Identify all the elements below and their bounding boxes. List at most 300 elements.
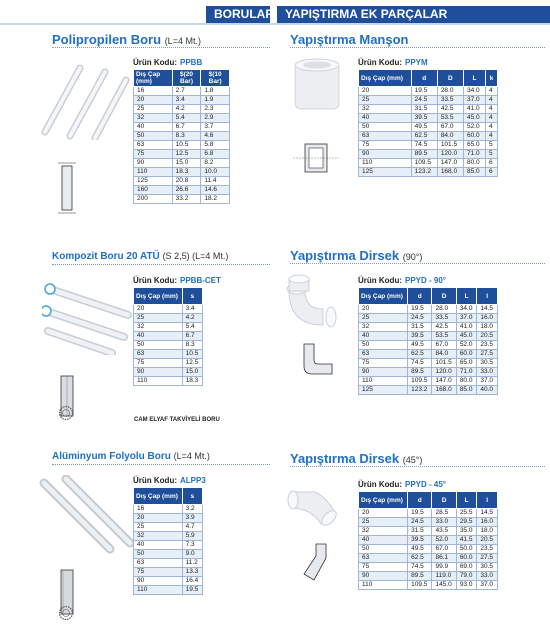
column-header: d: [408, 492, 432, 509]
table-cell: 67.0: [432, 545, 456, 554]
table-header-row: [359, 70, 498, 87]
table-cell: 20.5: [477, 536, 498, 545]
table-cell: 109.5: [411, 159, 437, 168]
table-cell: 40: [134, 123, 173, 132]
table-cell: 39.5: [408, 332, 432, 341]
table-cell: 125: [359, 386, 408, 395]
table-cell: 16.4: [182, 577, 202, 586]
table-cell: 11.2: [182, 559, 202, 568]
table-cell: 27.5: [477, 350, 498, 359]
column-header: L: [463, 70, 485, 87]
table-cell: 120.0: [437, 150, 463, 159]
table-row: [134, 514, 203, 523]
table-cell: 27.5: [477, 554, 498, 563]
table-row: [134, 532, 203, 541]
composite-pipe-rule: [52, 264, 270, 265]
elbow45-subtitle: (45°): [402, 455, 423, 465]
table-cell: 12.5: [182, 359, 202, 368]
sleeve-table: [358, 69, 498, 177]
aluminium-pipe-title-text: Alüminyum Folyolu Boru: [52, 451, 171, 462]
table-cell: 19.5: [408, 305, 432, 314]
table-row: [359, 377, 498, 386]
table-cell: 50: [134, 132, 173, 141]
table-cell: 6.7: [172, 123, 201, 132]
table-cell: 50: [134, 550, 183, 559]
table-cell: 145.0: [432, 581, 456, 590]
table-cell: 85.0: [463, 168, 485, 177]
pp-pipe-subtitle: (L=4 Mt.): [164, 36, 201, 46]
table-cell: 28.0: [437, 87, 463, 96]
table-cell: 101.5: [432, 359, 456, 368]
table-cell: 3.2: [182, 505, 202, 514]
table-cell: 60.0: [463, 132, 485, 141]
table-cell: 2.9: [201, 114, 230, 123]
table-cell: 40: [134, 541, 183, 550]
table-cell: 28.0: [432, 305, 456, 314]
table-cell: 42.5: [437, 105, 463, 114]
table-cell: 14.5: [477, 509, 498, 518]
table-cell: 110: [134, 168, 173, 177]
table-row: [134, 523, 203, 532]
table-cell: 37.0: [477, 377, 498, 386]
elbow45-code-label: Ürün Kodu:: [358, 480, 402, 489]
column-header: D: [432, 288, 456, 305]
table-row: [134, 123, 230, 132]
table-cell: 45.0: [456, 332, 477, 341]
table-row: [359, 114, 498, 123]
table-row: [134, 195, 230, 204]
table-cell: 99.9: [432, 563, 456, 572]
sleeve-code-value: PPYM: [405, 58, 428, 67]
sleeve-code-label: Ürün Kodu:: [358, 58, 402, 67]
table-cell: 33.5: [432, 314, 456, 323]
pp-pipe-code-value: PPBB: [180, 58, 203, 67]
table-cell: 33.0: [477, 368, 498, 377]
elbow45-drawing: [296, 540, 336, 584]
table-cell: 109.5: [408, 581, 432, 590]
table-cell: 89.5: [411, 150, 437, 159]
elbow90-subtitle: (90°): [402, 252, 423, 262]
table-cell: 4: [486, 132, 498, 141]
elbow90-rule: [290, 263, 545, 264]
table-cell: 84.0: [432, 350, 456, 359]
table-cell: 31.5: [411, 105, 437, 114]
table-row: [359, 536, 498, 545]
table-cell: 32: [359, 105, 412, 114]
table-cell: 41.0: [463, 105, 485, 114]
table-cell: 50: [359, 545, 408, 554]
table-row: [359, 305, 498, 314]
table-cell: 23.5: [477, 341, 498, 350]
table-row: [134, 323, 203, 332]
pp-pipe-code-label: Ürün Kodu:: [133, 58, 177, 67]
table-cell: 24.5: [408, 314, 432, 323]
table-cell: 25: [134, 523, 183, 532]
table-cell: 123.2: [411, 168, 437, 177]
sleeve-title-text: Yapıştırma Manşon: [290, 32, 409, 47]
table-cell: 12.5: [172, 150, 201, 159]
table-cell: 20: [359, 305, 408, 314]
composite-pipe-cross-section: [58, 405, 74, 421]
column-header: d: [411, 70, 437, 87]
table-cell: 60.0: [456, 350, 477, 359]
table-cell: 18.3: [182, 377, 202, 386]
table-header-row: [134, 288, 203, 305]
table-cell: 147.0: [432, 377, 456, 386]
table-cell: 40: [359, 114, 412, 123]
table-row: [359, 368, 498, 377]
table-header-row: [134, 70, 230, 87]
column-header: Dış Çap (mm): [134, 70, 173, 87]
table-cell: 28.5: [432, 509, 456, 518]
composite-pipe-code-value: PPBB-CET: [180, 276, 221, 285]
column-header: Dış Çap (mm): [359, 70, 412, 87]
table-cell: 90: [359, 572, 408, 581]
elbow45-photo: [285, 478, 355, 536]
table-row: [359, 168, 498, 177]
table-cell: 75: [134, 359, 183, 368]
table-row: [134, 305, 203, 314]
table-cell: 63: [359, 554, 408, 563]
table-row: [134, 568, 203, 577]
table-row: [134, 350, 203, 359]
table-cell: 33.5: [437, 96, 463, 105]
table-cell: 20.5: [477, 332, 498, 341]
table-cell: 4: [486, 114, 498, 123]
aluminium-pipe-code: [133, 476, 206, 485]
table-cell: 35.0: [456, 527, 477, 536]
elbow45-code: [358, 480, 446, 489]
table-cell: 29.5: [456, 518, 477, 527]
table-cell: 79.0: [456, 572, 477, 581]
table-cell: 5.4: [172, 114, 201, 123]
table-cell: 2.7: [172, 87, 201, 96]
table-row: [359, 572, 498, 581]
table-cell: 20.8: [172, 177, 201, 186]
aluminium-pipe-code-label: Ürün Kodu:: [133, 476, 177, 485]
table-cell: 13.3: [182, 568, 202, 577]
table-cell: 125: [359, 168, 412, 177]
composite-pipe-note: CAM ELYAF TAKVİYELİ BORU: [134, 417, 220, 423]
column-header: Dış Çap (mm): [359, 288, 408, 305]
table-cell: 120.0: [432, 368, 456, 377]
elbow90-table: [358, 287, 498, 395]
table-cell: 26.6: [172, 186, 201, 195]
table-cell: 75: [359, 359, 408, 368]
elbow45-rule: [290, 466, 545, 467]
table-cell: 6.7: [182, 332, 202, 341]
table-cell: 37.0: [463, 96, 485, 105]
table-row: [134, 359, 203, 368]
table-header-row: [359, 492, 498, 509]
column-header: D: [437, 70, 463, 87]
composite-pipe-code-label: Ürün Kodu:: [133, 276, 177, 285]
table-row: [134, 87, 230, 96]
table-row: [134, 550, 203, 559]
table-cell: 200: [134, 195, 173, 204]
table-cell: 45.0: [463, 114, 485, 123]
elbow90-photo: [283, 273, 353, 331]
table-row: [359, 96, 498, 105]
table-cell: 40.0: [477, 386, 498, 395]
table-cell: 16.0: [477, 314, 498, 323]
table-cell: 14.5: [477, 305, 498, 314]
column-header: L: [456, 288, 477, 305]
table-cell: 4: [486, 123, 498, 132]
table-cell: 5: [486, 141, 498, 150]
table-row: [134, 186, 230, 195]
table-cell: 4: [486, 105, 498, 114]
column-header: l: [477, 288, 498, 305]
table-cell: 110: [359, 581, 408, 590]
table-cell: 5.4: [182, 323, 202, 332]
column-header: L: [456, 492, 477, 509]
table-cell: 30.5: [477, 359, 498, 368]
table-row: [134, 141, 230, 150]
table-row: [134, 586, 203, 595]
column-header: s: [182, 488, 202, 505]
table-row: [359, 350, 498, 359]
table-cell: 75: [134, 150, 173, 159]
table-cell: 4.2: [182, 314, 202, 323]
table-cell: 6: [486, 168, 498, 177]
table-cell: 93.0: [456, 581, 477, 590]
table-cell: 4.2: [172, 105, 201, 114]
table-cell: 10.0: [201, 168, 230, 177]
aluminium-pipe-rule: [52, 464, 270, 465]
table-cell: 24.5: [408, 518, 432, 527]
table-cell: 62.5: [408, 554, 432, 563]
table-cell: 6: [486, 159, 498, 168]
table-cell: 90: [134, 577, 183, 586]
table-cell: 25: [134, 105, 173, 114]
pp-pipe-rule: [52, 47, 270, 48]
table-cell: 20: [134, 96, 173, 105]
table-row: [134, 368, 203, 377]
elbow90-drawing: [296, 340, 336, 380]
table-row: [359, 314, 498, 323]
table-cell: 8.2: [201, 159, 230, 168]
table-cell: 89.5: [408, 572, 432, 581]
table-cell: 25: [359, 314, 408, 323]
table-row: [134, 505, 203, 514]
table-cell: 32: [359, 323, 408, 332]
table-row: [359, 150, 498, 159]
table-cell: 90: [134, 159, 173, 168]
table-cell: 50: [134, 341, 183, 350]
table-cell: 168.0: [432, 386, 456, 395]
table-cell: 110: [359, 377, 408, 386]
table-cell: 67.0: [432, 341, 456, 350]
table-cell: 32: [134, 323, 183, 332]
table-cell: 39.5: [408, 536, 432, 545]
table-cell: 75: [359, 141, 412, 150]
table-row: [359, 132, 498, 141]
table-cell: 5.8: [201, 141, 230, 150]
table-cell: 109.5: [408, 377, 432, 386]
table-row: [359, 554, 498, 563]
composite-pipe-title: [52, 251, 228, 262]
table-row: [134, 177, 230, 186]
column-header: Dış Çap (mm): [134, 288, 183, 305]
table-cell: 50: [359, 341, 408, 350]
aluminium-pipe-code-value: ALPP3: [180, 476, 206, 485]
table-cell: 20: [359, 509, 408, 518]
table-row: [359, 332, 498, 341]
table-cell: 84.0: [437, 132, 463, 141]
table-cell: 16.0: [477, 518, 498, 527]
table-cell: 9.0: [182, 550, 202, 559]
table-cell: 33.0: [477, 572, 498, 581]
table-cell: 90: [359, 368, 408, 377]
table-row: [134, 377, 203, 386]
table-cell: 63: [359, 132, 412, 141]
table-cell: 18.0: [477, 323, 498, 332]
table-cell: 50.0: [456, 545, 477, 554]
table-cell: 25.5: [456, 509, 477, 518]
table-row: [134, 105, 230, 114]
table-cell: 49.5: [408, 341, 432, 350]
table-cell: 67.0: [437, 123, 463, 132]
table-cell: 25: [359, 96, 412, 105]
elbow90-title: [290, 248, 422, 263]
table-cell: 3.4: [172, 96, 201, 105]
table-cell: 119.0: [432, 572, 456, 581]
table-cell: 25: [359, 518, 408, 527]
table-cell: 5: [486, 150, 498, 159]
elbow45-title-text: Yapıştırma Dirsek: [290, 451, 400, 466]
table-cell: 69.0: [456, 563, 477, 572]
table-cell: 25: [134, 314, 183, 323]
table-cell: 30.5: [477, 563, 498, 572]
table-cell: 49.5: [411, 123, 437, 132]
composite-pipe-title-text: Kompozit Boru 20 ATÜ: [52, 251, 160, 262]
pipes-banner: BORULAR: [206, 6, 270, 23]
pp-pipe-code: [133, 58, 202, 67]
table-cell: 34.0: [456, 305, 477, 314]
aluminium-pipe-cross-section: [58, 605, 74, 621]
table-cell: 63: [134, 559, 183, 568]
table-cell: 16: [134, 87, 173, 96]
table-cell: 20: [134, 514, 183, 523]
table-cell: 39.5: [411, 114, 437, 123]
table-cell: 4: [486, 87, 498, 96]
column-header: k: [486, 70, 498, 87]
table-row: [359, 323, 498, 332]
table-cell: 49.5: [408, 545, 432, 554]
table-row: [134, 577, 203, 586]
table-row: [134, 314, 203, 323]
table-cell: 62.5: [411, 132, 437, 141]
table-cell: 31.5: [408, 323, 432, 332]
table-cell: 5.9: [182, 532, 202, 541]
sleeve-rule: [290, 47, 545, 48]
composite-pipe-subtitle: (S 2,5) (L=4 Mt.): [162, 251, 229, 261]
table-cell: 65.0: [456, 359, 477, 368]
column-header: $(10 Bar): [201, 70, 230, 87]
elbow45-title: [290, 451, 422, 466]
column-header: Dış Çap (mm): [359, 492, 408, 509]
table-cell: 160: [134, 186, 173, 195]
table-cell: 60.0: [456, 554, 477, 563]
table-cell: 4.6: [201, 132, 230, 141]
table-row: [359, 141, 498, 150]
table-cell: 90: [359, 150, 412, 159]
table-cell: 37.0: [456, 314, 477, 323]
table-cell: 19.5: [182, 586, 202, 595]
table-cell: 4.7: [182, 523, 202, 532]
elbow90-code-value: PPYD - 90°: [405, 276, 446, 285]
composite-pipe-code: [133, 276, 221, 285]
table-cell: 110: [359, 159, 412, 168]
table-row: [134, 150, 230, 159]
table-cell: 19.5: [411, 87, 437, 96]
table-row: [134, 159, 230, 168]
table-row: [359, 518, 498, 527]
aluminium-pipe-title: [52, 451, 210, 462]
table-row: [359, 527, 498, 536]
pp-pipe-table: [133, 69, 230, 204]
table-row: [359, 563, 498, 572]
table-cell: 74.5: [408, 563, 432, 572]
pp-pipe-title-text: Polipropilen Boru: [52, 32, 162, 47]
table-cell: 80.0: [463, 159, 485, 168]
table-row: [134, 96, 230, 105]
table-cell: 37.0: [477, 581, 498, 590]
table-cell: 20: [359, 87, 412, 96]
pp-pipe-drawing: [57, 160, 77, 216]
elbow45-code-value: PPYD - 45°: [405, 480, 446, 489]
table-cell: 7.3: [182, 541, 202, 550]
table-cell: 50: [359, 123, 412, 132]
table-cell: 19.5: [408, 509, 432, 518]
table-cell: 42.5: [432, 323, 456, 332]
table-cell: 40: [134, 332, 183, 341]
table-cell: 53.5: [437, 114, 463, 123]
table-cell: 63: [134, 141, 173, 150]
table-cell: 75: [134, 568, 183, 577]
table-cell: 18.0: [477, 527, 498, 536]
aluminium-pipe-photo: [38, 475, 133, 555]
table-cell: 34.0: [463, 87, 485, 96]
table-row: [359, 105, 498, 114]
header-rule: [0, 23, 550, 25]
table-cell: 8.3: [182, 341, 202, 350]
column-header: l: [477, 492, 498, 509]
column-header: d: [408, 288, 432, 305]
table-cell: 110: [134, 586, 183, 595]
table-cell: 43.5: [432, 527, 456, 536]
table-cell: 33.2: [172, 195, 201, 204]
table-row: [134, 559, 203, 568]
table-cell: 20: [134, 305, 183, 314]
table-cell: 6.8: [201, 150, 230, 159]
composite-pipe-photo: [42, 275, 132, 355]
table-row: [359, 159, 498, 168]
table-row: [359, 341, 498, 350]
elbow90-title-text: Yapıştırma Dirsek: [290, 248, 400, 263]
table-cell: 2.3: [201, 105, 230, 114]
table-cell: 4: [486, 96, 498, 105]
table-header-row: [359, 288, 498, 305]
table-row: [134, 168, 230, 177]
column-header: D: [432, 492, 456, 509]
table-cell: 15.0: [172, 159, 201, 168]
table-cell: 71.0: [463, 150, 485, 159]
table-cell: 86.1: [432, 554, 456, 563]
elbow90-code: [358, 276, 446, 285]
table-cell: 101.5: [437, 141, 463, 150]
